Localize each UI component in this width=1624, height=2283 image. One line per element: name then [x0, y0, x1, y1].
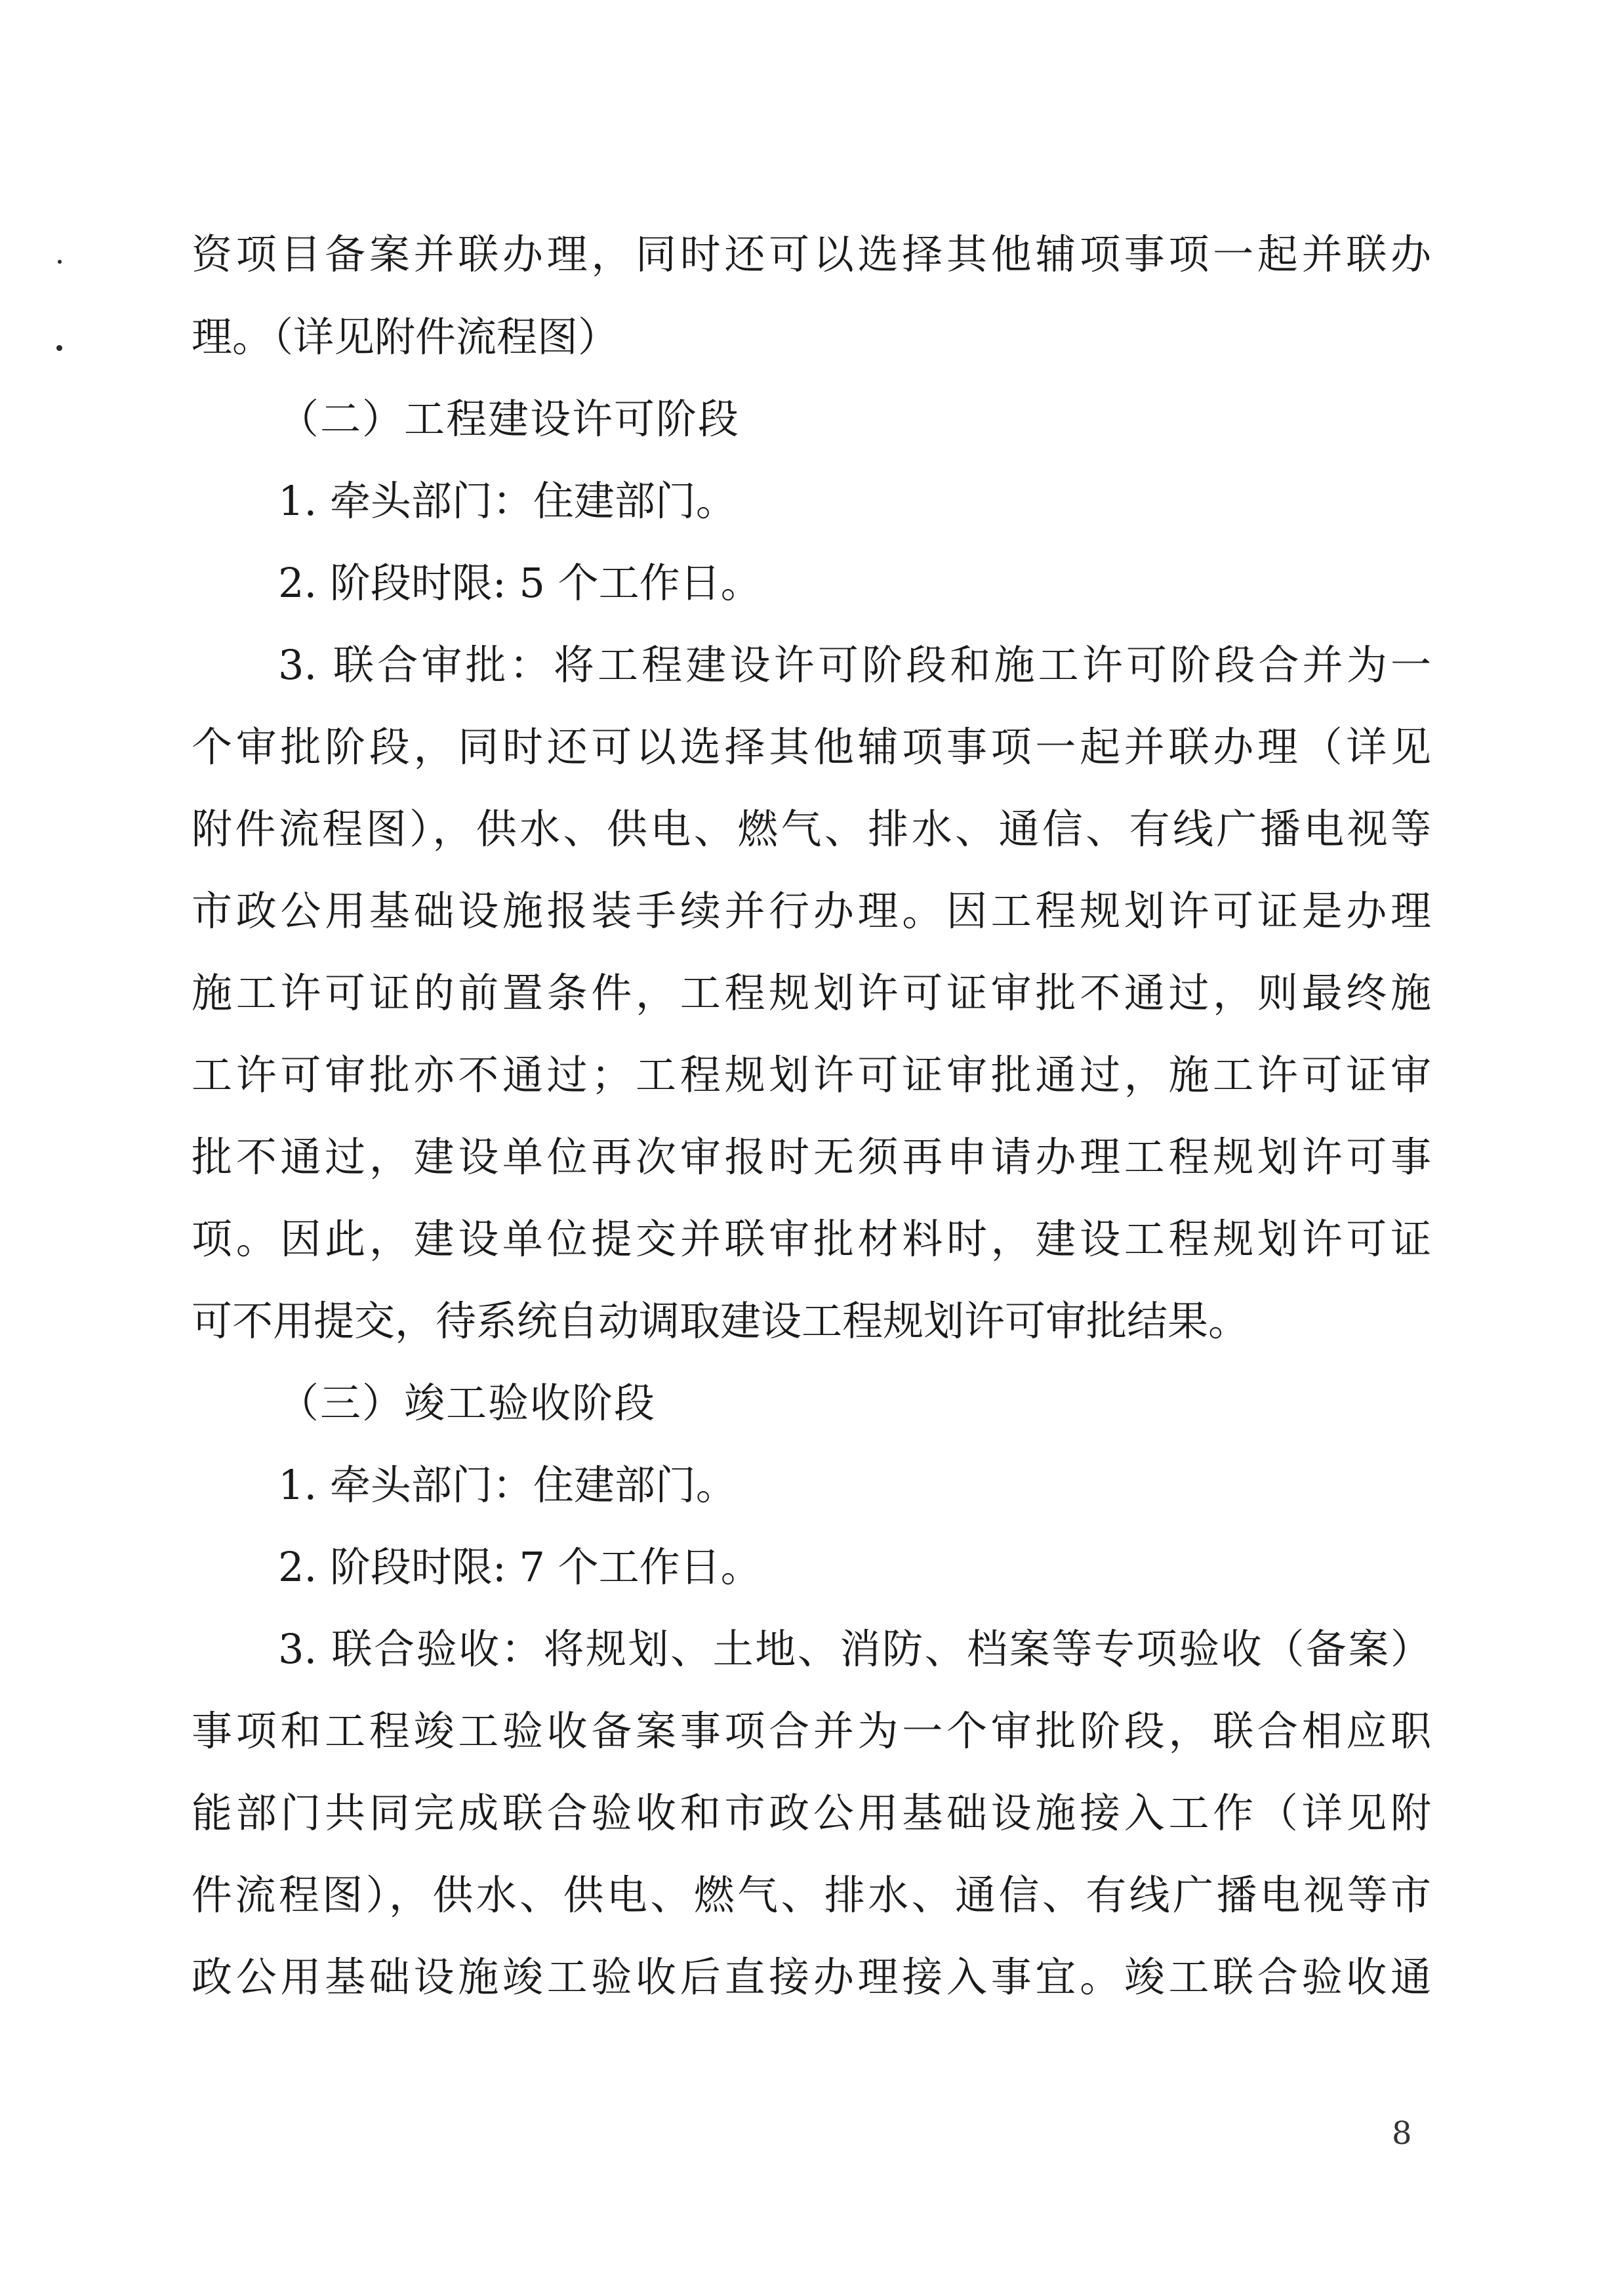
section-heading: （二）工程建设许可阶段: [278, 395, 741, 443]
body-line: 理。（详见附件流程图）: [192, 313, 619, 361]
body-line: 件流程图），供水、供电、燃气、排水、通信、有线广播电视等市: [192, 1871, 1431, 1919]
body-line: 工许可审批亦不通过；工程规划许可证审批通过，施工许可证审: [192, 1051, 1431, 1099]
body-line: 批不通过，建设单位再次审报时无须再申请办理工程规划许可事: [192, 1133, 1431, 1181]
body-line: 2. 阶段时限: 5 个工作日。: [278, 559, 761, 607]
body-line: 1. 牵头部门：住建部门。: [278, 1461, 737, 1509]
body-line: 能部门共同完成联合验收和市政公用基础设施接入工作（详见附: [192, 1789, 1431, 1837]
body-line: 政公用基础设施竣工验收后直接办理接入事宜。竣工联合验收通: [192, 1953, 1431, 2001]
body-line: 项。因此，建设单位提交并联审批材料时，建设工程规划许可证: [192, 1215, 1431, 1263]
scan-speck: [56, 345, 62, 351]
body-line: 事项和工程竣工验收备案事项合并为一个审批阶段，联合相应职: [192, 1707, 1431, 1755]
body-line: 施工许可证的前置条件，工程规划许可证审批不通过，则最终施: [192, 969, 1431, 1017]
page-number: 8: [1392, 2115, 1412, 2152]
body-line: 3. 联合审批：将工程建设许可阶段和施工许可阶段合并为一: [278, 641, 1431, 689]
body-line: 3. 联合验收：将规划、土地、消防、档案等专项验收（备案）: [278, 1625, 1431, 1673]
scan-speck: [58, 260, 62, 264]
section-heading: （三）竣工验收阶段: [278, 1379, 657, 1427]
body-line: 个审批阶段，同时还可以选择其他辅项事项一起并联办理（详见: [192, 723, 1431, 771]
body-line: 可不用提交，待系统自动调取建设工程规划许可审批结果。: [192, 1297, 1249, 1345]
body-line: 1. 牵头部门：住建部门。: [278, 477, 737, 525]
body-line: 市政公用基础设施报装手续并行办理。因工程规划许可证是办理: [192, 887, 1431, 935]
body-line: 附件流程图），供水、供电、燃气、排水、通信、有线广播电视等: [192, 805, 1431, 853]
body-line: 2. 阶段时限: 7 个工作日。: [278, 1543, 761, 1591]
body-line: 资项目备案并联办理，同时还可以选择其他辅项事项一起并联办: [192, 230, 1431, 278]
